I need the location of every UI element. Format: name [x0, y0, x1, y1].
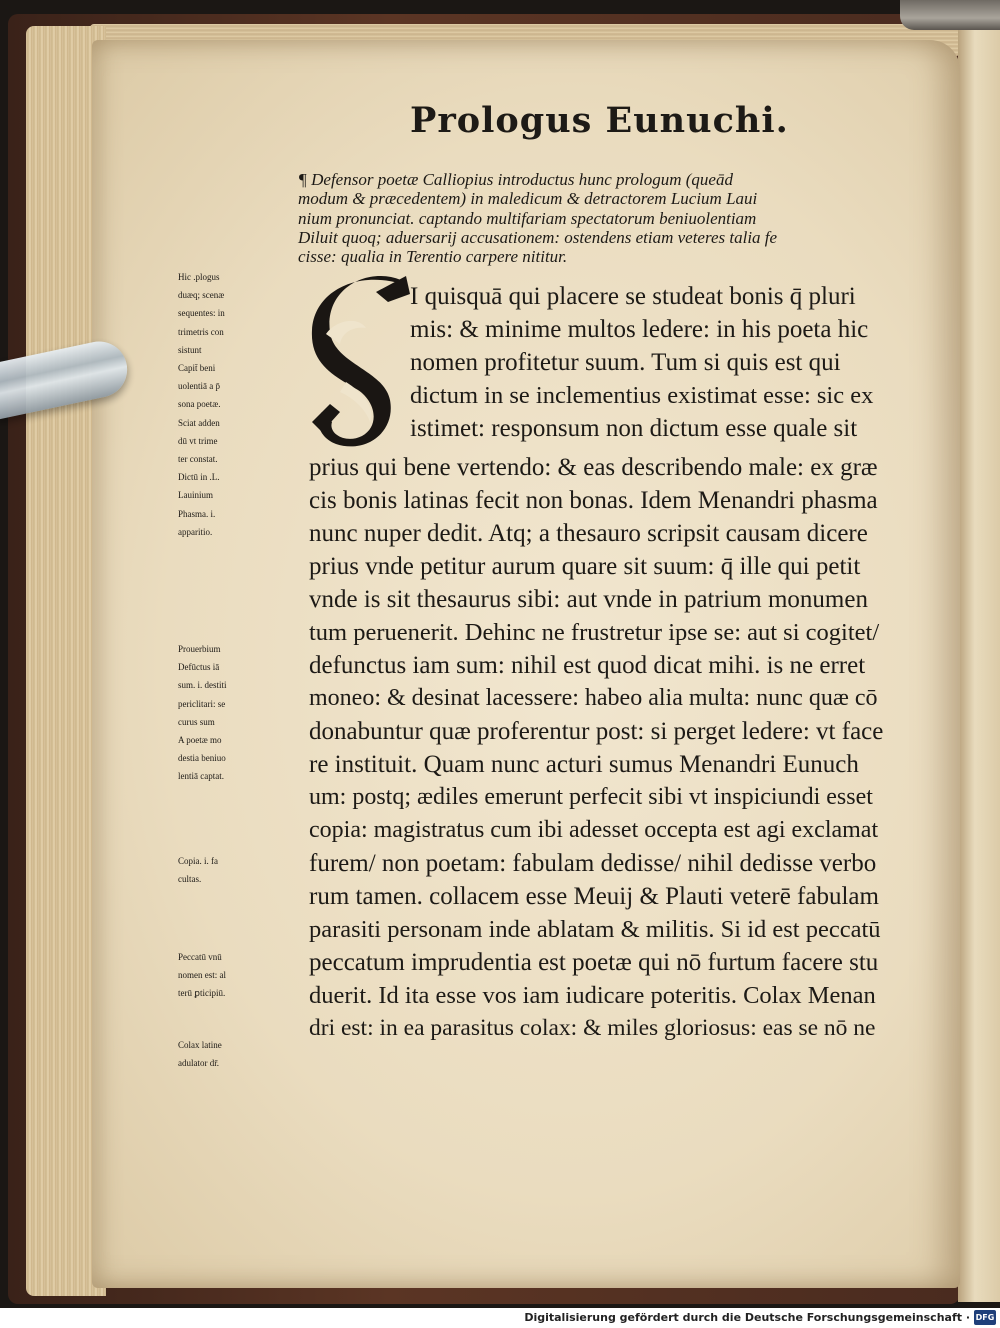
- intro-line: ¶ Defensor poetæ Calliopius introductus hunc prologum (queād: [298, 170, 733, 189]
- gloss-line: apparitio.: [178, 526, 213, 537]
- intro-line: cisse: qualia in Terentio carpere nititur.: [298, 247, 568, 267]
- main-text-line: defunctus iam sum: nihil est quod dicat mihi. is ne erret: [309, 652, 866, 679]
- gloss-line: sistunt: [178, 344, 202, 355]
- main-text-line: nunc nuper dedit. Atq; a thesauro scripsit causam dicere: [309, 520, 868, 547]
- main-text-line: cis bonis latinas fecit non bonas. Idem Menandri phasma: [309, 487, 878, 514]
- gloss-line: A poetæ mo: [178, 735, 222, 746]
- intro-line: modum & præcedentem) in maledicum & detractorem Lucium Laui: [298, 189, 758, 209]
- gloss-line: Colax latine: [178, 1040, 222, 1050]
- main-text-line: furem/ non poetam: fabulam dedisse/ nihil dedisse verbo: [309, 850, 877, 877]
- gloss-line: destia beniuo: [178, 753, 226, 764]
- main-text-line: vnde is sit thesaurus sibi: aut vnde in patrium monumen: [309, 586, 868, 613]
- margin-gloss: [178, 268, 298, 541]
- gloss-line: Capit̄ beni: [178, 363, 216, 374]
- gloss-line: cultas.: [178, 874, 202, 885]
- main-text-line: istimet: responsum non dictum esse quale sit: [410, 415, 858, 442]
- gloss-line: ter constat.: [178, 454, 218, 465]
- main-text-line: copia: magistratus cum ibi adesset occepta est agi exclamat: [309, 817, 879, 843]
- gloss-line: Hic .plogus: [178, 272, 220, 282]
- main-text-line: rum tamen. collacem esse Meuij & Plauti veterē fabulam: [309, 883, 879, 910]
- gloss-line: uolentiā a p̄: [178, 381, 220, 392]
- margin-gloss: [178, 1036, 298, 1072]
- main-text-line: moneo: & desinat lacessere: habeo alia multa: nunc quæ cō: [309, 685, 878, 711]
- main-text-line: um: postq; ædiles emerunt perfecit sibi vt inspiciundi esset: [309, 784, 873, 810]
- gloss-line: trimetris con: [178, 326, 224, 337]
- page-clip-top: [900, 0, 1000, 30]
- main-text-line: mis: & minime multos ledere: in his poeta hic: [410, 316, 869, 343]
- main-text-line: prius vnde petitur aurum quare sit suum: q̄ ille qui petit: [309, 553, 861, 580]
- decorated-initial-s: [306, 272, 416, 462]
- main-text-line: tum peruenerit. Dehinc ne frustretur ipse se: aut si cogitet/: [309, 619, 880, 646]
- gloss-line: adulator dr̄.: [178, 1058, 219, 1069]
- gloss-line: Peccatū vnū: [178, 952, 222, 962]
- gloss-line: nomen est: al: [178, 970, 226, 981]
- main-text-line: I quisquā qui placere se studeat bonis q̄ pluri: [410, 283, 856, 310]
- gloss-line: lentiā captat.: [178, 771, 224, 782]
- gloss-line: terū ꝑticipiū.: [178, 988, 226, 999]
- footer-credit: Digitalisierung gefördert durch die Deutsche Forschungsgemeinschaft ·: [524, 1311, 970, 1324]
- intro-line: Diluit quoq; aduersarij accusationem: ostendens etiam veteres talia fe: [298, 227, 778, 247]
- main-text-line: parasiti personam inde ablatam & militis. Si id est peccatū: [309, 916, 881, 943]
- gloss-line: Sciat adden: [178, 417, 220, 428]
- main-text-line: donabuntur quæ proferentur post: si perget ledere: vt face: [309, 718, 884, 745]
- main-text-line: peccatum imprudentia est poetæ qui nō furtum facere stu: [309, 949, 879, 976]
- gloss-line: Copia. i. fa: [178, 856, 218, 866]
- gloss-line: dū vt trime: [178, 435, 218, 446]
- margin-gloss: [178, 948, 298, 1003]
- gloss-line: Lauinium: [178, 490, 213, 501]
- gloss-line: sequentes: in: [178, 308, 225, 319]
- gloss-line: sum. i. destiti: [178, 680, 227, 691]
- intro-line: nium pronunciat. captando multifariam spectatorum beniuolentiam: [298, 208, 757, 228]
- main-text-line: dri est: in ea parasitus colax: & miles gloriosus: eas se nō ne: [309, 1015, 876, 1041]
- dropcap-letter: S: [355, 375, 367, 397]
- gloss-line: sona poetæ.: [178, 399, 221, 410]
- intro-paragraph: [298, 170, 898, 266]
- gloss-line: Defūctus iā: [178, 662, 220, 673]
- margin-gloss: [178, 852, 298, 888]
- gloss-line: curus sum: [178, 716, 215, 727]
- main-text-line: re instituit. Quam nunc acturi sumus Menandri Eunuch: [309, 751, 859, 778]
- dfg-logo: DFG: [974, 1310, 996, 1325]
- gloss-line: duæq; scenæ: [178, 290, 225, 301]
- gloss-line: Prouerbium: [178, 644, 221, 654]
- main-text-line: nomen profitetur suum. Tum si quis est qui: [410, 349, 841, 376]
- margin-gloss: [178, 640, 298, 786]
- page-heading: Prologus Eunuchi.: [410, 100, 789, 141]
- main-text-line: duerit. Id ita esse vos iam iudicare poteritis. Colax Menan: [309, 982, 876, 1009]
- gloss-line: periclitari: se: [178, 698, 226, 709]
- gloss-line: Phasma. i.: [178, 508, 216, 519]
- facing-page-edge: [958, 30, 1000, 1302]
- main-text-line: prius qui bene vertendo: & eas describendo male: ex græ: [309, 454, 878, 481]
- main-text-line: dictum in se inclementius existimat esse: sic ex: [410, 382, 874, 409]
- gloss-line: Dictū in .L.: [178, 472, 220, 483]
